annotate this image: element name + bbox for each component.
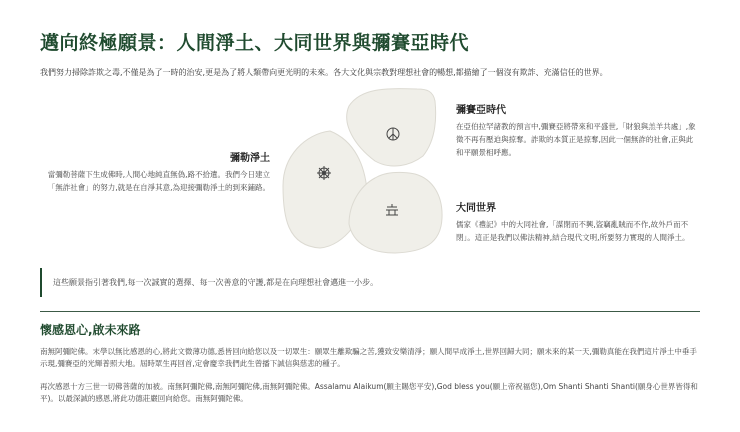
paragraph-line: 示現,彌賽亞的光輝普照大地。屆時眾生再回首,定會慶幸我們此生曾播下誠信與慈悲的種子。 [40,359,345,368]
quote-block [40,268,379,297]
petal-top [347,89,436,166]
vision-pureland-text-line: 當彌勒菩薩下生成佛時,人間心地純直無偽,路不拾遺。我們今日建立 [47,170,270,179]
vision-pureland [40,152,270,194]
section-divider [40,311,700,312]
paragraph-line: 平)。以最深誠的感恩,將此功德莊嚴回向給您。南無阿彌陀佛。 [40,394,248,403]
gratitude-paragraph-1 [40,346,702,370]
vision-pureland-text-line: 「無詐社會」的努力,就是在自淨其意,為迎接彌勒淨土的到來鋪路。 [47,183,270,192]
intro-text: 我們努力掃除詐欺之毒,不僅是為了一時的治安,更是為了將人類帶向更光明的未來。各大文化與宗教對理想社會的暢想,都描繪了一個沒有欺詐、充滿信任的世界。 [40,68,608,77]
vision-pureland-heading: 彌勒淨土 [230,153,270,164]
vision-messianic-text-line: 在亞伯拉罕諸教的預言中,彌賽亞將帶來和平盛世,「財狼與羔羊共處」,象 [456,122,696,131]
vision-messianic-text-line: 徵不再有壓迫與掠奪。詐欺的本質正是掠奪,因此一個無詐的社會,正與此 [456,135,694,144]
paragraph-line: 南無阿彌陀佛。末學以無比感恩的心,將此文微薄功德,悉皆回向給您以及一切眾生：願眾生離欺騙之苦,獲致安樂清淨；願人間早成淨土,世界回歸大同；願未來的某一天,彌勒真能在我們這片淨土中垂手 [40,347,697,356]
vision-datong [456,202,701,244]
vision-messianic-heading: 彌賽亞時代 [456,105,506,116]
paragraph-line: 再次感恩十方三世一切佛菩薩的加被。南無阿彌陀佛,南無阿彌陀佛,南無阿彌陀佛。Assalamu Alaikum(願主賜您平安),God bless you(願上帝祝福您),Om Shanti Shanti Shanti(願身心世界皆得和 [40,382,698,391]
vision-messianic-text-line: 和平願景相呼應。 [456,148,516,157]
gratitude-paragraph-2 [40,381,702,405]
vision-petals-diagram [275,86,450,261]
quote-text: 這些願景指引著我們,每一次誠實的選擇、每一次善意的守護,都是在向理想社會邁進一小步。 [53,278,379,287]
dharma-wheel-icon [317,166,331,180]
gratitude-heading: 懷感恩心,啟未來路 [40,323,141,337]
vision-messianic [456,104,701,159]
vision-datong-heading: 大同世界 [456,203,496,214]
page-title: 邁向終極願景：人間淨土、大同世界與彌賽亞時代 [40,32,470,54]
vision-datong-text-line: 儒家《禮記》中的大同社會,「謀閉而不興,盜竊亂賊而不作,故外戶而不 [456,220,689,229]
vision-datong-text-line: 閉」。這正是我們以佛法精神,結合現代文明,所要努力實現的人間淨土。 [456,233,690,242]
